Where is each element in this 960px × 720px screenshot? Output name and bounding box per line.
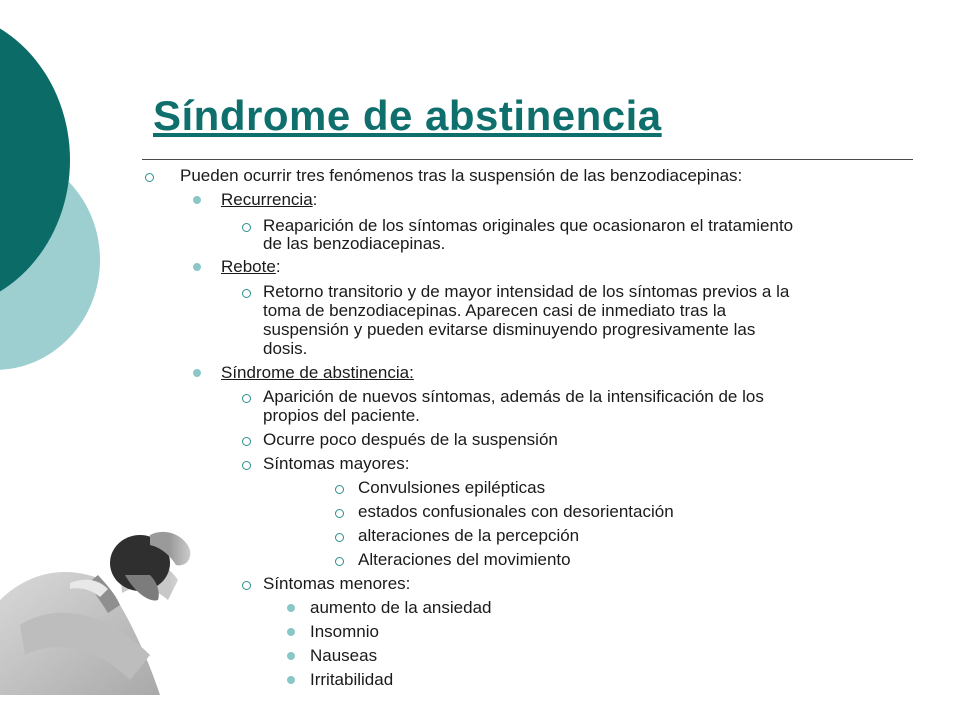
ring-bullet-icon — [335, 557, 344, 566]
rebote-line-2: toma de benzodiacepinas. Aparecen casi de inmediato tras la — [263, 301, 727, 320]
rebote-label: Rebote — [221, 257, 276, 276]
ring-bullet-icon — [242, 581, 251, 590]
rebote-line-4: dosis. — [263, 339, 308, 358]
recurrencia-heading — [221, 191, 317, 209]
mayores-item: Alteraciones del movimiento — [358, 550, 571, 569]
mayores-heading: Síntomas mayores: — [263, 454, 410, 473]
intro-text: Pueden ocurrir tres fenómenos tras la suspensión de las benzodiacepinas: — [180, 166, 743, 185]
menores-item: Nauseas — [310, 646, 378, 665]
menores-item: Insomnio — [310, 622, 379, 641]
slide-title: Síndrome de abstinencia — [153, 92, 662, 139]
abstinencia-heading — [221, 364, 414, 382]
rebote-line-3: suspensión y pueden evitarse disminuyendo progresivamente las — [263, 320, 756, 339]
menores-item: Irritabilidad — [310, 670, 394, 689]
mayores-item: estados confusionales con desorientación — [358, 502, 674, 521]
recurrencia-label: Recurrencia — [221, 190, 313, 209]
ring-bullet-icon — [335, 485, 344, 494]
dot-bullet-icon — [193, 369, 201, 377]
dot-bullet-icon — [193, 263, 201, 271]
distressed-man-photo-icon — [0, 505, 212, 695]
abstinencia-label: Síndrome de abstinencia: — [221, 363, 414, 382]
ring-bullet-icon — [242, 461, 251, 470]
recurrencia-suffix: : — [312, 190, 318, 209]
recurrencia-line-2: de las benzodiacepinas. — [263, 234, 446, 253]
abstinencia-item1-line-2: propios del paciente. — [263, 406, 420, 425]
dot-bullet-icon — [287, 676, 295, 684]
dot-bullet-icon — [193, 196, 201, 204]
mayores-item: Convulsiones epilépticas — [358, 478, 546, 497]
recurrencia-line-1: Reaparición de los síntomas originales que ocasionaron el tratamiento — [263, 216, 794, 235]
mayores-item: alteraciones de la percepción — [358, 526, 580, 545]
abstinencia-item1-line-1: Aparición de nuevos síntomas, además de la intensificación de los — [263, 387, 764, 406]
dot-bullet-icon — [287, 652, 295, 660]
ring-bullet-icon — [242, 437, 251, 446]
rebote-line-1: Retorno transitorio y de mayor intensidad de los síntomas previos a la — [263, 282, 790, 301]
ring-bullet-icon — [242, 223, 251, 232]
dot-bullet-icon — [287, 628, 295, 636]
ring-bullet-icon — [145, 173, 154, 182]
rebote-suffix: : — [275, 257, 281, 276]
menores-heading: Síntomas menores: — [263, 574, 411, 593]
ring-bullet-icon — [242, 394, 251, 403]
menores-item: aumento de la ansiedad — [310, 598, 492, 617]
rebote-heading — [221, 258, 281, 276]
ring-bullet-icon — [335, 533, 344, 542]
abstinencia-item2: Ocurre poco después de la suspensión — [263, 430, 558, 449]
dot-bullet-icon — [287, 604, 295, 612]
ring-bullet-icon — [242, 289, 251, 298]
ring-bullet-icon — [335, 509, 344, 518]
